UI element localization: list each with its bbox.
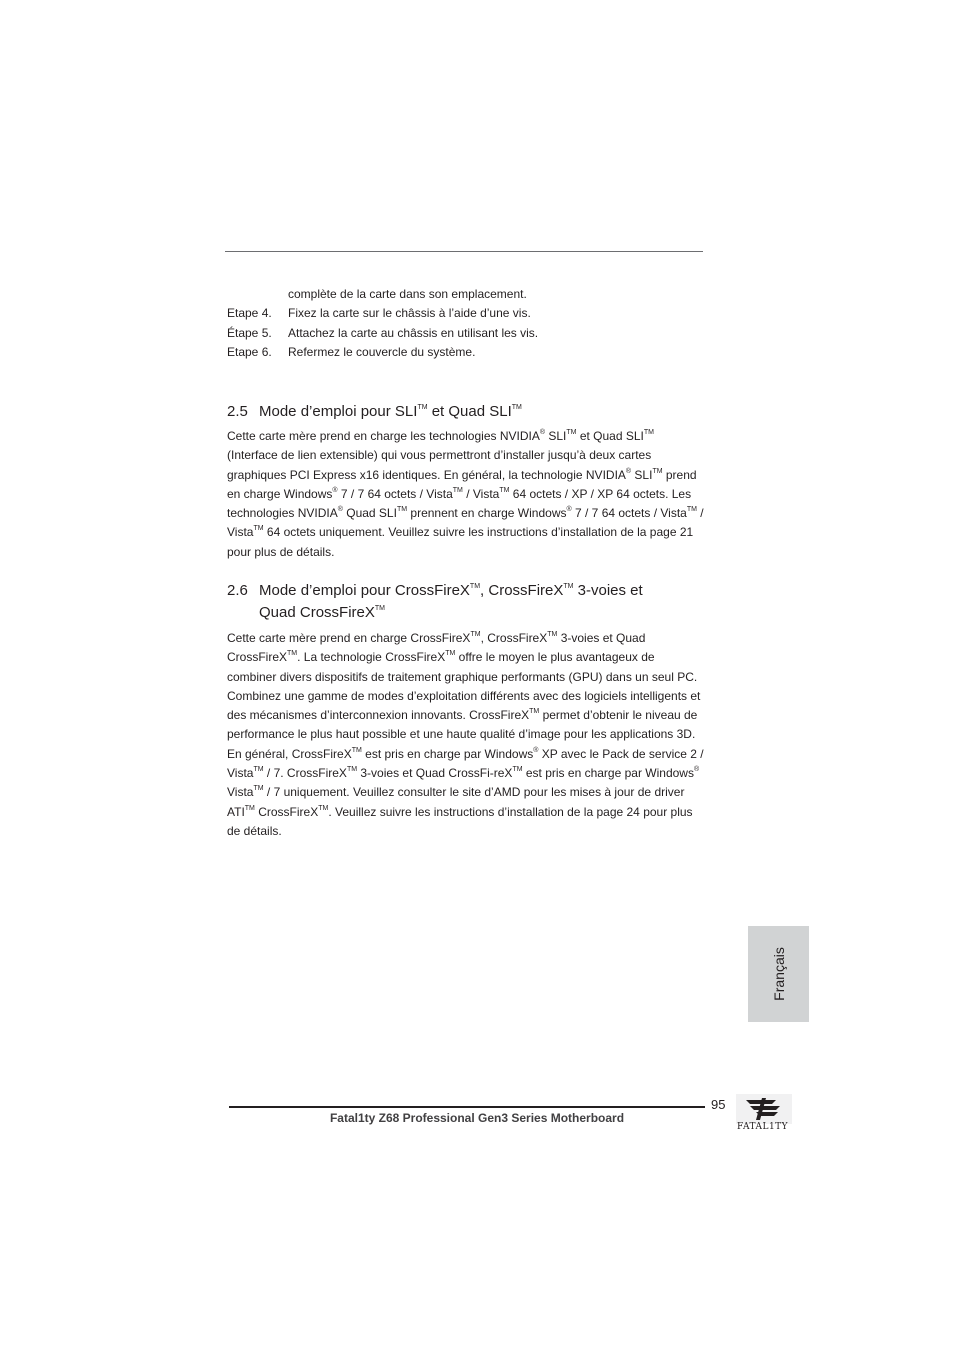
step-text: Refermez le couvercle du système. [288, 344, 476, 359]
step-number: Etape 6. [227, 344, 272, 359]
page-number: 95 [711, 1097, 726, 1112]
step-5 [227, 324, 707, 343]
heading-text: Mode d’emploi pour CrossFireX [259, 582, 470, 599]
trademark: TM [417, 404, 428, 411]
fatal1ty-emblem-icon [736, 1094, 792, 1124]
step-text: Attachez la carte au châssis en utilisant les vis. [288, 325, 539, 340]
step-6 [227, 343, 707, 362]
footer-rule [229, 1106, 705, 1108]
language-tab-label: Français [770, 947, 787, 1001]
footer-title: Fatal1ty Z68 Professional Gen3 Series Motherboard [329, 1111, 625, 1125]
language-tab [748, 926, 809, 1022]
logo-text: FATAL1TY [737, 1122, 789, 1132]
header-rule [225, 251, 703, 252]
heading-text: , CrossFireX [480, 582, 564, 599]
step-number: Etape 4. [227, 306, 272, 321]
step-4 [227, 304, 707, 323]
section-number: 2.6 [227, 582, 248, 599]
heading-text: 3-voies et [573, 582, 643, 599]
step-text: Fixez la carte sur le châssis à l’aide d’une vis. [288, 306, 531, 321]
trademark: TM [511, 404, 522, 411]
heading-text: Quad CrossFireX [259, 604, 375, 621]
heading-text: Mode d’emploi pour SLI [259, 403, 418, 420]
step-continuation [227, 285, 707, 304]
fatal1ty-logo [736, 1094, 792, 1136]
section-2-6-heading: 2.6 Mode d’emploi pour CrossFireX™, CrossFireX™ 3-voies et Quad CrossFireX™ [227, 582, 643, 621]
heading-text: et Quad SLI [427, 403, 512, 420]
installation-steps [227, 285, 707, 362]
step-number: Étape 5. [227, 325, 272, 340]
section-number: 2.5 [227, 403, 248, 420]
step-text: complète de la carte dans son emplacement. [288, 287, 527, 301]
section-2-5-heading [227, 401, 522, 423]
section-2-5-body: Cette carte mère prend en charge les technologies NVIDIA® SLI™ et Quad SLI™ (Interface de lien extensible) qui vous permettront d’installer jusqu’à deux cartes graphiques PCI Express x16 identiques. En général, la technologie NVIDIA® SLI™ prend en charge Windows® 7 / 7 64 octets / Vista™ / Vista™ 64 octets / XP / XP 64 octets. Les technologies NVIDIA® Quad SLI™ prennent en charge Windows® 7 / 7 64 octets / Vista™ / Vista™ 64 octets uniquement. Veuillez suivre les instructions d’installation de la page 21 pour plus de détails. [227, 429, 704, 559]
section-2-6-body: Cette carte mère prend en charge CrossFireX™, CrossFireX™ 3-voies et Quad CrossFireX™. La technologie CrossFireX™ offre le moyen le plus avantageux de combiner divers dispositifs de traitement graphique performants (GPU) dans un seul PC. Combinez une gamme de modes d’exploitation différents avec des logiciels intelligents et des mécanismes d’interconnexion innovants. CrossFireX™ permet d’obtenir le niveau de performance le plus haut possible et une haute qualité d’image pour les applications 3D. En général, CrossFireX™ est pris en charge par Windows® XP avec le Pack de service 2 / Vista™ / 7. CrossFireX™ 3-voies et Quad CrossFi-reX™ est pris en charge par Windows® Vista™ / 7 uniquement. Veuillez consulter le site d’AMD pour les mises à jour de driver ATI™ CrossFireX™. Veuillez suivre les instructions d’installation de la page 24 pour plus de détails. [227, 631, 704, 838]
